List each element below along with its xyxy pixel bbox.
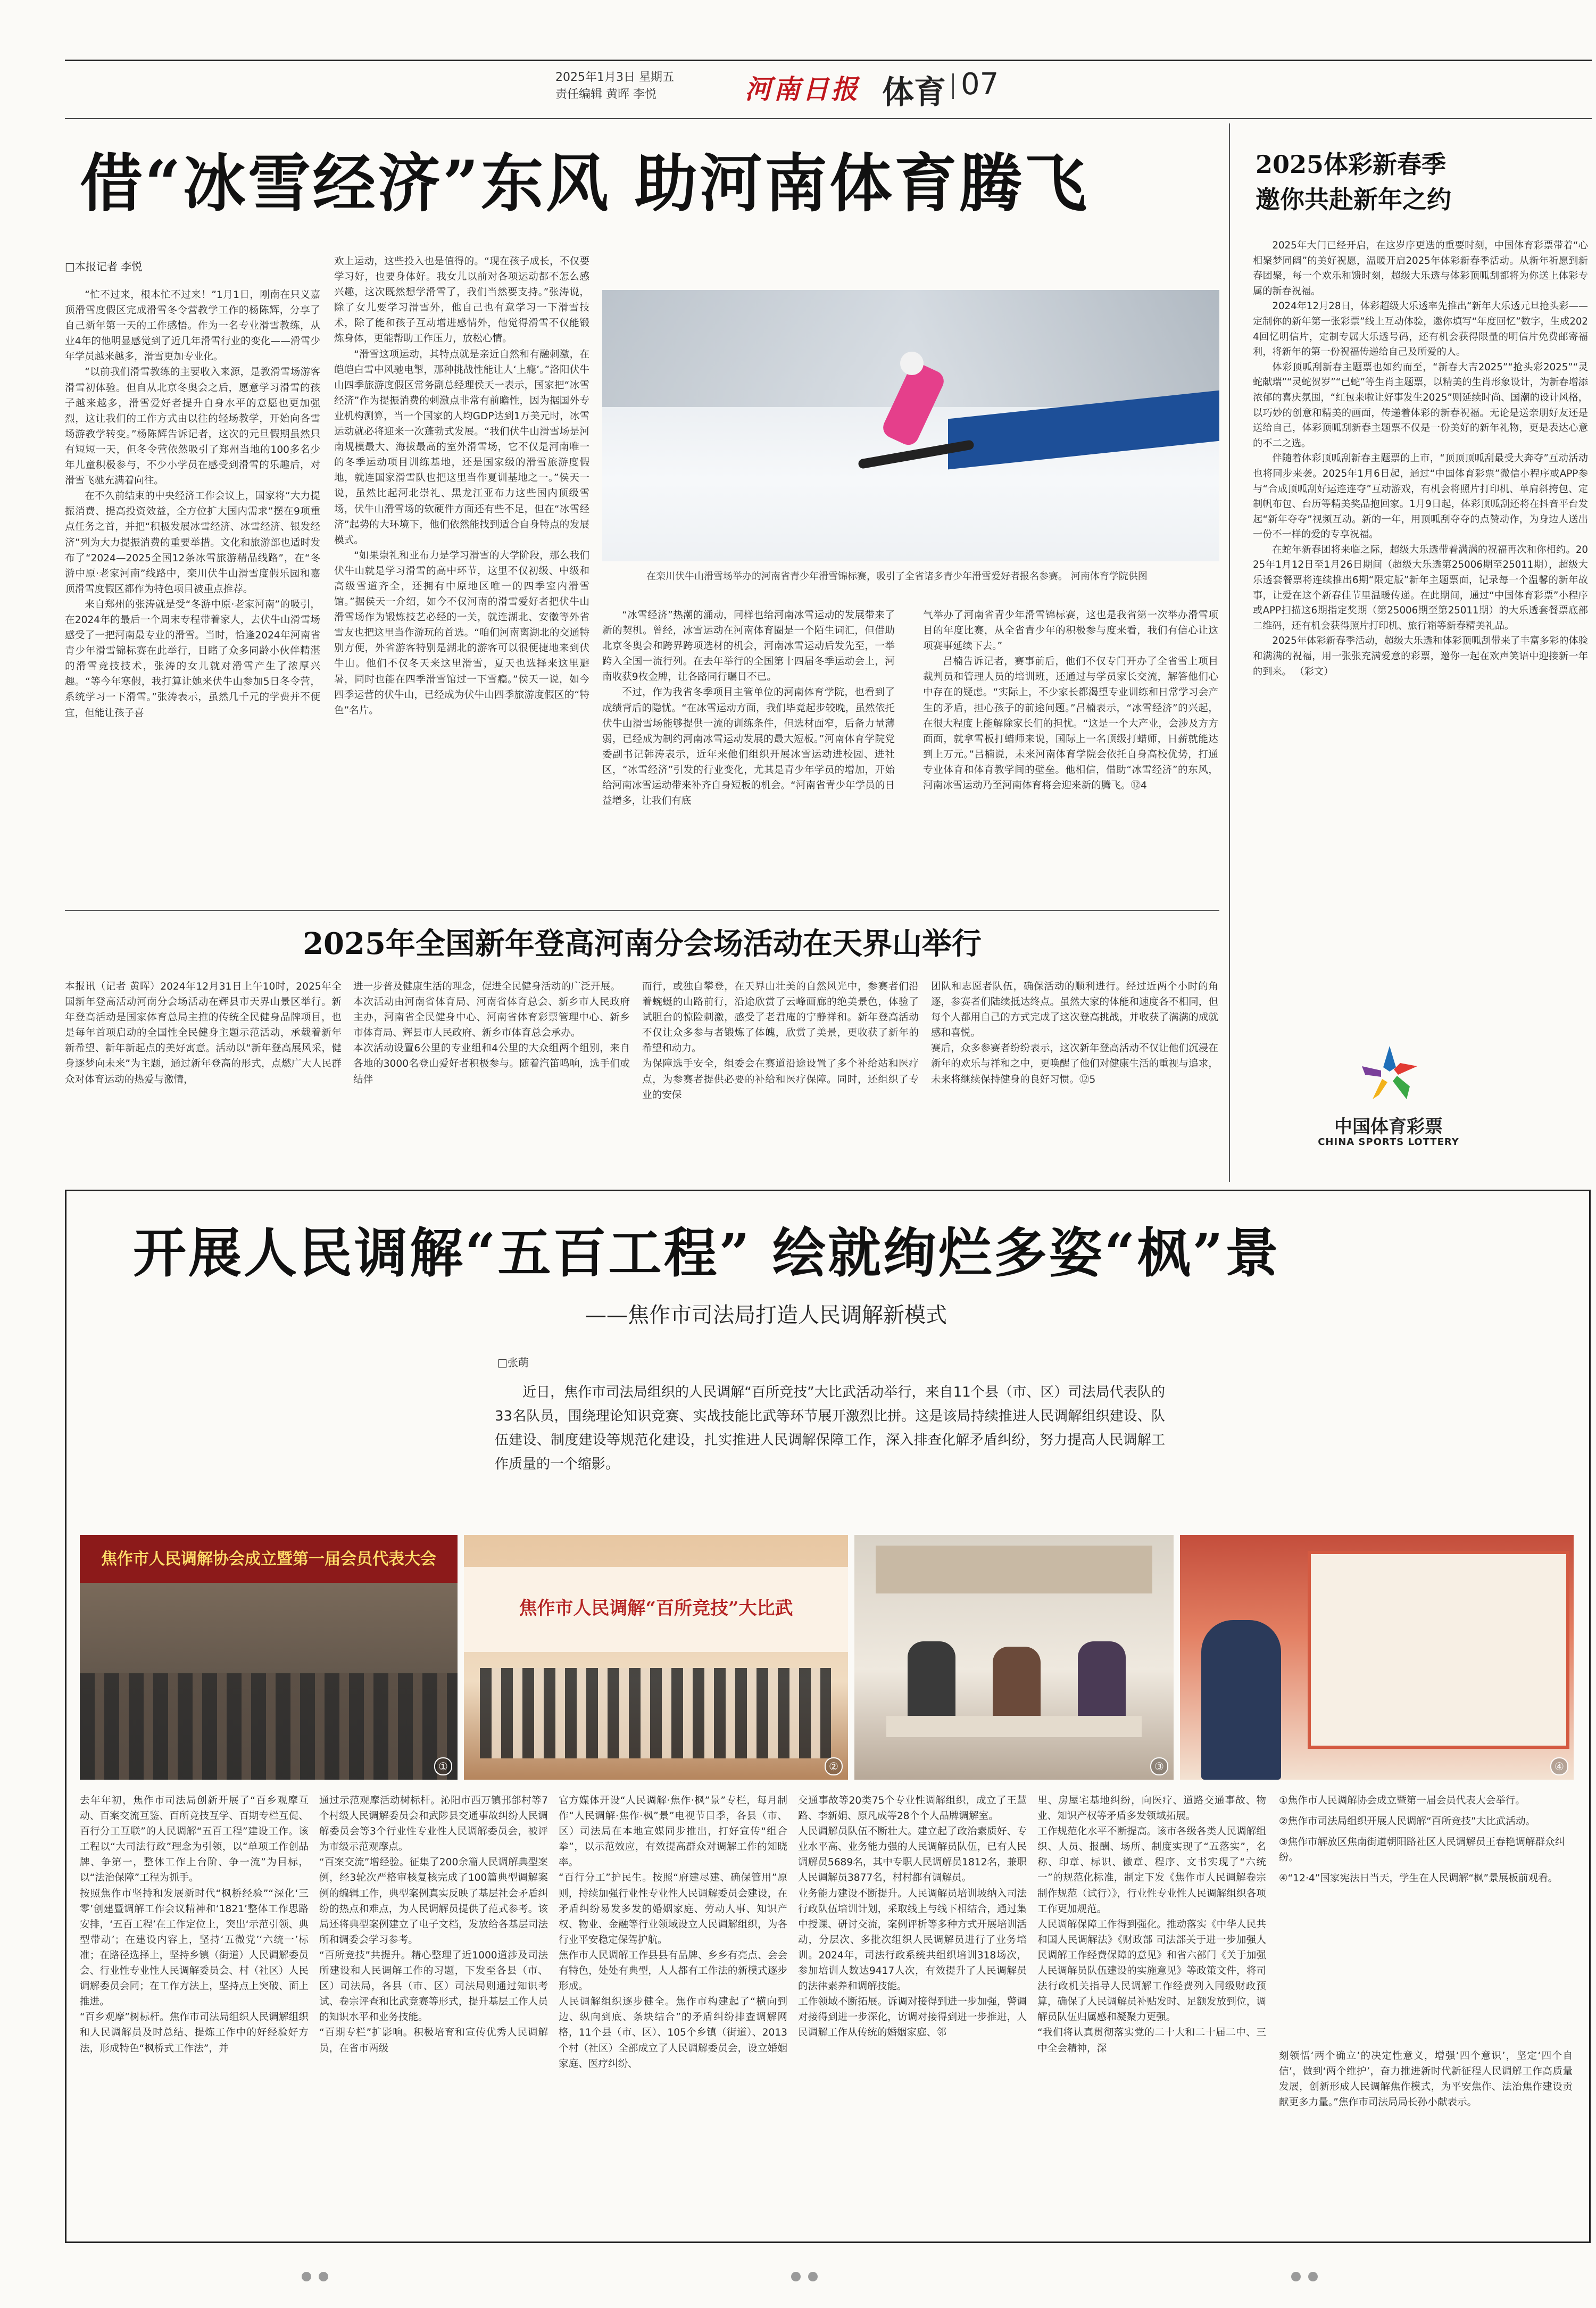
header-divider — [952, 73, 954, 99]
caption-item: ①焦作市人民调解协会成立暨第一届会员代表大会举行。 — [1279, 1795, 1525, 1806]
article3-col4: 交通事故等20类75个专业性调解组织，成立了王慧路、李新娟、原凡成等28个个人品牌调解室。 人民调解员队伍不断壮大。建立起了政治素质好、专业水平高、业务能力强的人民调解员队伍，已有人民调解员5689名，其中专职人民调解员1812名，兼职人民调解员3877名，村村都有调解员。 业务能力建设不断提升。人民调解员培训坡纳入司法行政队伍培训计划，采取线上与线下相结合，通过集中授课、研讨交流，案例评析等多种方式开展培训活动，分层次、多批次组织人民调解员进行了业务培训。2024年，司法行政系统共组织培训318场次，参加培训人数达9417人次，有效提升了人民调解员的法律素养和调解技能。 工作领域不断拓展。诉调对接得到进一步加强，警调对接得到进一步深化，访调对接得到进一步推进，人民调解工作从传统的婚姻家庭、邻 — [798, 1795, 1027, 2039]
sidebar-paragraph: 伴随着体彩顶呱刮新春主题票的上市，“顶顶顶呱刮最受大奔夺”互动活动也将同步来袭。2025年1月6日起，通过“中国体育彩票”微信小程序或APP参与“合成顶呱刮好运连连夺”互动游戏，有机会将照片打印机、单肩斜挎包、定制帆布包、台历等精美奖品抱回家。1月9日起，体彩顶呱刮还将在抖音平台发起“新年夺夺”视频互动。新的一年，用顶呱刮夺夺的点赞动作，为身边人送出一份不一样的爱的专享祝福。 — [1253, 453, 1588, 541]
sidebar-headline-2: 邀你共赴新年之约 — [1256, 185, 1451, 214]
mediation-room-sign — [876, 1546, 1152, 1593]
article2-headline: 2025年全国新年登高河南分会场活动在天界山举行 — [303, 926, 982, 961]
sidebar-paragraph: 2025年大门已经开启，在这岁序更迭的重要时刻，中国体育彩票带着“心相聚梦同阔”的美好祝愿，温暖开启2025年体彩新春季活动。从新年祈愿到新春团聚，每一个欢乐和馈时刻，超级大乐透与体彩顶呱刮都将为你送上体彩专属的新春祝福。 — [1253, 240, 1588, 297]
meeting-banner-text: 焦作市人民调解协会成立暨第一届会员代表大会 — [101, 1550, 436, 1568]
article3-headline: 开展人民调解“五百工程” 绘就绚烂多姿“枫”景 — [133, 1222, 1281, 1284]
skier-helmet — [900, 352, 924, 375]
photo-number-4: ④ — [1550, 1757, 1568, 1775]
group-of-people — [480, 1668, 831, 1758]
article3-col5: 里、房屋宅基地纠纷，向医疗、道路交通事故、物业、知识产权等矛盾多发领域拓展。 工作规范化水平不断提高。该市各级各类人民调解组织、人员、报酬、场所、制度实现了“五落实”，名称、印章、标识、徽章、程序、文书实现了“六统一”的规范化标准，制定下发《焦作市人民调解卷宗制作规范（试行）》，行业性专业性人民调解组织各项工作更加规范。 人民调解保障工作得到强化。推动落实《中华人民共和国人民调解法》《财政部 司法部关于进一步加强人民调解工作经费保障的意见》和省六部门《关于加强人民调解员队伍建设的实施意见》等政策文件，将司法行政机关指导人民调解工作经费列入同级财政预算，确保了人民调解员补贴发时、足额发放到位，调解员队伍归属感和凝聚力更强。 “我们将认真贯彻落实党的二十大和二十届二中、三中全会精神，深 — [1037, 1795, 1266, 2054]
caption-item: ③焦作市解放区焦南街道朝阳路社区人民调解员王春艳调解群众纠纷。 — [1279, 1837, 1565, 1864]
article3-byline: □张萌 — [497, 1356, 529, 1369]
display-board — [1308, 1551, 1569, 1749]
article1-photo-caption: 在栾川伏牛山滑雪场举办的河南省青少年滑雪锦标赛，吸引了全省诸多青少年滑雪爱好者报名参赛。 河南体育学院供图 — [646, 571, 1148, 582]
person-1 — [908, 1641, 955, 1721]
article1-col4 — [923, 608, 1218, 793]
article2-col1: 本报讯（记者 黄晖）2024年12月31日上午10时，2025年全国新年登高活动河南分会场活动在辉县市天界山景区举行。新年登高活动是国家体育总局主推的传统全民健身品牌项目，也是每年首项启动的全国性全民健身主题示范活动，承载着新年新希望、新年新起点的美好寓意。活动以“新年登高展风采，健身逐梦向未来”为主题，通过新年登高的形式，点燃广大人民群众对体育运动的热爱与激情， — [65, 981, 342, 1085]
footer-dots-2 — [787, 2272, 821, 2284]
article1-paragraph: “滑雪这项运动，其特点就是亲近自然和有融刺激，在皑皑白雪中风驰电掣，那种挑战性能让人‘上瘾’。”洛阳伏牛山四季旅游度假区常务副总经理侯天一表示，国家把“冰雪经济”作为提振消费的刺激点非常有前瞻性，因为据国外专业机构测算，当一个国家的人均GDP达到1万美元时，冰雪运动就必将迎来一次蓬勃式发展。“我们伏牛山滑雪场是河南规模最大、海拔最高的室外滑雪场，它不仅是河南唯一的冬季运动项目训练基地，还是国家级的滑雪旅游度假地，就连国家滑雪队也把这里当作夏训基地之一。”侯天一说，虽然比起河北崇礼、黑龙江亚布力这些国内顶级雪场，伏牛山滑雪场的软硬件方面还有些不足，但在“冰雪经济”起势的大环境下，他们依然能找到适合自身特点的发展模式。 — [334, 348, 589, 546]
article1-paragraph: “冰雪经济”热潮的涌动，同样也给河南冰雪运动的发展带来了新的契机。曾经，冰雪运动在河南体育圈是一个陌生词汇，但借助北京冬奥会和跨界跨项选材的机会，河南冰雪运动后发先至，一举跨入全国一流行列。在去年举行的全国第十四届冬季运动会上，河南收获9枚金牌，让各路同行瞩目不已。 — [602, 610, 895, 683]
article1-paragraph: 在不久前结束的中央经济工作会议上，国家将“大力提振消费、提高投资效益，全方位扩大国内需求”摆在9项重点任务之首，并把“积极发展冰雪经济、冰雪经济、银发经济”列为大力提振消费的重要举措。文化和旅游部也适时发布了“2024—2025全国12条冰雪旅游精品线路”，在“冬游中原·老家河南”线路中，栾川伏牛山滑雪度假乐园和嘉顶滑雪度假区都作为特色项目被重点推荐。 — [65, 491, 320, 595]
article1-paragraph: 欢上运动，这些投入也是值得的。“现在孩子成长，不仅要学习好，也要身体好。我女儿以前对各项运动都不怎么感兴趣，这次既然想学滑雪了，我们当然要支持。”张涛说，除了女儿要学习滑雪外，他自己也有意学习一下滑雪技术，除了能和孩子互动增进感情外，他觉得滑雪不仅能锻炼身体，更能帮助工作压力，放松心情。 — [334, 256, 589, 345]
article2-col2: 进一步普及健康生活的理念，促进全民健身活动的广泛开展。 本次活动由河南省体育局、河南省体育总会、新乡市人民政府主办，河南省全民健身中心、河南省体育彩票管理中心、新乡市体育局、辉县市人民政府、新乡市体育总会承办。 本次活动设置6公里的专业组和4公里的大众组两个组别，来自各地的3000名登山爱好者积极参与。随着汽笛鸣响，选手们或结伴 — [353, 981, 630, 1085]
photo-number-3: ③ — [1150, 1757, 1168, 1775]
article1-headline: 借“冰雪经济”东风 助河南体育腾飞 — [80, 146, 1089, 220]
article2-top-rule — [65, 910, 1219, 911]
article1-paragraph: 不过，作为我省冬季项目主管单位的河南体育学院，也看到了成绩背后的隐忧。“在冰雪运动方面，我们毕竟起步较晚，虽然依托伏牛山滑雪场能够提供一流的训练条件，但选材面窄，后备力量薄弱，已经成为制约河南冰雪运动发展的最大短板。”河南体育学院党委副书记韩涛表示，近年来他们组织开展冰雪运动进校园、进社区，“冰雪经济”引发的行业变化，尤其是青少年学员的增加，开始给河南冰雪运动带来补齐自身短板的机会。“河南省青少年学员的日益增多，让我们有底 — [602, 687, 895, 807]
student-figure — [1201, 1620, 1281, 1780]
article3-subheadline: ——焦作市司法局打造人民调解新模式 — [585, 1303, 947, 1327]
lottery-name-cn: 中国体育彩票 — [1334, 1116, 1443, 1138]
article1-paragraph: 来自郑州的张涛就是受“冬游中原·老家河南”的吸引，在2024年的最后一个周末专程带着家人，去伏牛山滑雪场感受了一把河南最专业的滑雪。当时，恰逢2024年河南省青少年滑雪锦标赛在此举行，目睹了众多同龄小伙伴精湛的滑雪竞技技术，张涛的女儿就对滑雪产生了浓厚兴趣。“等今年寒假，我打算让她来伏牛山参加5日冬令营，系统学习一下滑雪。”张涛表示，虽然几千元的学费并不便宜，但能让孩子喜 — [65, 599, 320, 719]
section-name: 体育 — [882, 74, 946, 111]
photo-association-meeting — [80, 1535, 458, 1780]
photo-number-1: ① — [434, 1757, 452, 1775]
table — [886, 1716, 1142, 1737]
photo-students-display-board — [1180, 1535, 1574, 1780]
article1-paragraph: 气举办了河南省青少年滑雪锦标赛，这也是我省第一次举办滑雪项目的年度比赛，从全省青少年的积极参与度来看，我们有信心让这项赛事延续下去。” — [923, 610, 1218, 652]
audience-rows — [80, 1673, 458, 1780]
article3-col3: 官方媒体开设“人民调解·焦作·枫”景”专栏，每月制作“人民调解·焦作·枫”景”电视节目季，各县（市、区）司法局在本地宣媒同步推出，打好宣传“组合拳”，以示范效应，有效提高群众对调解工作的知晓率。 “百行分工”护民生。按照“府建尽建、确保管用”原则，持续加强行业性专业性人民调解委员会建设，在矛盾纠纷易发多发的婚姻家庭、劳动人事、知识产权、物业、金融等行业领域设立人民调解组织，为各行业平安稳定保驾护航。 焦作市人民调解工作县县有品牌、乡乡有亮点、会会有特色，处处有典型，人人都有工作法的新模式逐步形成。 人民调解组织逐步健全。焦作市构建起了“横向到边、纵向到底、条块结合”的矛盾纠纷排查调解网格，11个县（市、区）、105个乡镇（街道）、2013个村（社区）全部成立了人民调解委员会，设立婚姻家庭、医疗纠纷、 — [559, 1795, 787, 2070]
footer-dots-1 — [298, 2272, 332, 2284]
article3-col1: 去年年初，焦作市司法局创新开展了“百乡观摩互动、百案交流互鉴、百所竞技互学、百期专栏互促、百行分工互联”的人民调解“五百工程”建设工作。该工程以“大司法行政”理念为引领，以“单项工作创品牌、争第一，整体工作上台阶、争一流”为目标，以“法治保障”工程为抓手。 按照焦作市坚持和发展新时代“枫桥经验”“深化‘三零’创建暨调解工作会议精神和‘1821’整体工作思路安排，‘五百工程’在工作定位上，突出‘示范引领、典型带动’；在建设内容上，坚持‘五微党’‘六统一’标准；在路径选择上，坚持乡镇（街道）人民调解委员会、行业性专业性人民调解委员会、村（社区）人民调解委员会同；在工作方法上，坚持点上突破、面上推进。 “百乡观摩”树标杆。焦作市司法局组织人民调解组织和人民调解员及时总结、提炼工作中的好经验好方法，形成特色“枫桥式工作法”，并 — [80, 1795, 309, 2054]
footer-dots-3 — [1287, 2272, 1321, 2284]
china-sports-lottery-logo-icon — [1358, 1042, 1422, 1106]
header-date: 2025年1月3日 星期五 — [555, 71, 674, 84]
header-bottom-rule — [65, 118, 1592, 119]
article1-col2 — [334, 254, 589, 718]
article3-col6: 刻领悟‘两个确立’的决定性意义，增强‘四个意识’，坚定‘四个自信’，做到‘两个维护’，奋力推进新时代新征程人民调解工作高质量发展，创新形成人民调解焦作模式，为平安焦作、法治焦作建设贡献更多力量。”焦作市司法局局长孙小献表示。 — [1279, 2050, 1573, 2108]
article3-lead: 近日，焦作市司法局组织的人民调解“百所竞技”大比武活动举行，来自11个县（市、区）司法局代表队的33名队员，围绕理论知识竞赛、实战技能比武等环节展开激烈比拼。这是该局持续推进人民调解组织建设、队伍建设、制度建设等规范化建设，扎实推进人民调解保障工作，深入排查化解矛盾纠纷，努力提高人民调解工作质量的一个缩影。 — [495, 1384, 1165, 1472]
sidebar-body — [1253, 238, 1588, 679]
article1-paragraph: “以前我们滑雪教练的主要收入来源，是教滑雪场游客滑雪初体验。但自从北京冬奥会之后，愿意学习滑雪的孩子越来越多，滑雪爱好者提升自身水平的意愿也更加强烈，这让我们的工作方式由以往的轻场教学，开始向各雪场游教学转变。”杨陈辉告诉记者，这次的元旦假期虽然只有短短一天，但冬令营依然吸引了郑州当地的100多名少年儿童积极参与，不少小学员在感受到滑雪的乐趣后，对滑雪飞驰充满着向往。 — [65, 367, 320, 487]
page-number: 07 — [961, 67, 999, 102]
article2-col4: 团队和志愿者队伍，确保活动的顺利进行。经过近两个小时的角逐，参赛者们陆续抵达终点。虽然大家的体能和速度各不相同，但每个人都用自己的方式完成了这次登高挑战，并收获了满满的成就感和喜悦。 赛后，众多参赛者纷纷表示，这次新年登高活动不仅让他们沉浸在新年的欢乐与祥和之中，更唤醒了他们对健康生活的重视与追求，未来将继续保持健身的良好习惯。⑫5 — [931, 981, 1218, 1085]
sidebar-paragraph: 2025年体彩新春季活动，超级大乐透和体彩顶呱刮带来了丰富多彩的体验和满满的祝福，用一张张充满爱意的彩票，邀你一起在欢声笑语中迎接新一年的到来。 （彩文） — [1253, 635, 1588, 677]
article1-paragraph: 吕楠告诉记者，赛事前后，他们不仅专门开办了全省雪上项目裁判员和管理人员的培训班，还通过与学员家长交流，解答他们心中存在的疑虑。“实际上，不少家长都渴望专业训练和日常学习会产生的矛盾，担心孩子的前途问题。”吕楠表示，“冰雪经济”的兴起，在很大程度上能解除家长们的担忧。“这是一个大产业，会涉及方方面面，就拿雪板打蜡师来说，国际上一名顶级打蜡师，日薪就能达到上万元。”吕楠说，未来河南体育学院会依托自身高校优势，打通专业体育和体育教学间的壁垒。他相信，借助“冰雪经济”的东风，河南冰雪运动乃至河南体育将会迎来新的腾飞。⑫4 — [923, 656, 1218, 792]
caption-item: ④“12·4”国家宪法日当天，学生在人民调解“枫”景展板前观看。 — [1279, 1873, 1558, 1884]
person-2 — [993, 1647, 1041, 1721]
header-top-rule — [65, 60, 1592, 61]
article2-col3: 而行，或独自攀登，在天界山壮美的自然风光中，参赛者们沿着蜿蜒的山路前行，沿途欣赏了云峰画廊的绝美景色，体验了试胆台的惊险刺激，感受了老君庵的宁静祥和。新年登高活动不仅让众多参与者锻炼了体魄，欣赏了美景，更收获了新年的希望和动力。 为保障选手安全，组委会在赛道沿途设置了多个补给站和医疗点，为参赛者提供必要的补给和医疗保障。同时，还组织了专业的安保 — [642, 981, 919, 1101]
article1-byline: □本报记者 李悦 — [65, 260, 143, 273]
photo-competition-group — [464, 1535, 848, 1780]
lottery-name-en: CHINA SPORTS LOTTERY — [1318, 1136, 1459, 1148]
article1-col3 — [602, 608, 895, 809]
header-editors: 责任编辑 黄晖 李悦 — [555, 88, 656, 101]
sidebar-paragraph: 体彩顶呱刮新春主题票也如约而至，“新春大吉2025”“抢头彩2025”“灵蛇献瑞”“灵蛇贺岁”“已蛇”等生肖主题票，以精美的生肖形象设计，为新春增添浓郁的喜庆氛围，“红包来啦让好事发生2025”则延续时尚、国潮的设计风格，以巧妙的创意和精美的画面，传递着体彩的新春祝福。无论是送亲朋好友还是送给自己，体彩顶呱刮新春主题票不仅是一份美好的新年礼物，更是表达心意的不二之选。 — [1253, 361, 1588, 449]
article1-paragraph: “忙不过来，根本忙不过来！”1月1日，刚南在只义嘉顶滑雪度假区完成滑雪冬令营教学工作的杨陈辉，分享了自己新年第一天的工作感悟。作为一名专业滑雪教练，从业4年的他明显感觉到了近几年滑雪行业的变化——滑雪少年学员越来越多，滑雪更加专业化。 — [65, 289, 320, 363]
competition-banner-text: 焦作市人民调解“百所竞技”大比武 — [519, 1598, 793, 1619]
person-3 — [1078, 1641, 1126, 1721]
article1-paragraph: “如果崇礼和亚布力是学习滑雪的大学阶段，那么我们伏牛山就是学习滑雪的高中环节，这里不仅初级、中级和高级雪道齐全，还拥有中原地区唯一的四季室内滑雪馆。”据侯天一介绍，如今不仅河南的滑雪爱好者把伏牛山滑雪场作为锻炼技艺必经的一关，就连湖北、安徽等外省雪友也把这里当作游玩的首选。“咱们河南离湖北的交通特别方便，外省游客特别是湖北的游客可以很便捷地来到伏牛山。他们不仅冬天来这里滑雪，夏天也选择来这里避暑，同时也能在四季滑雪馆过一下雪瘾。”侯天一说，如今四季运营的伏牛山，已经成为伏牛山四季旅游度假区的“特色”名片。 — [334, 550, 589, 716]
photo-number-2: ② — [825, 1757, 843, 1775]
newspaper-logo: 河南日报 — [745, 73, 860, 105]
article3-photo-captions — [1279, 1793, 1573, 1886]
sidebar-paragraph: 2024年12月28日，体彩超级大乐透率先推出“新年大乐透元旦抢头彩——定制你的新年第一张彩票”线上互动体验，邀你填写“年度回忆”数字，生成2024回忆明信片，定制专属大乐透号码，还有机会获得限量的明信片免费邮寄福利，将新年的第一份祝福传递给自己及所爱的人。 — [1253, 301, 1588, 358]
sidebar-divider — [1229, 123, 1230, 1182]
photo-mediation-session — [854, 1535, 1174, 1780]
article1-col1 — [65, 287, 320, 721]
article3-col2: 通过示范观摩活动树标杆。沁阳市西万镇邘郃村等7个村级人民调解委员会和武陟县交通事故纠纷人民调解委员会等3个行业性专业性人民调解委员会，被评为市级示范观摩点。 “百案交流”增经验。征集了200余篇人民调解典型案例，经3轮次严格审核复核完成了100篇典型调解案例的编辑工作，典型案例真实反映了基层社会矛盾纠纷的热点和难点，为人民调解员提供了范式参考。该局还将典型案例建立了电子文档，发放给各基层司法所和调委会学习参考。 “百所竞技”共提升。精心整理了近1000道涉及司法所建设和人民调解工作的习题，下发至各县（市、区）司法局，各县（市、区）司法局则通过知识考试、卷宗评查和比武竞赛等形式，提升基层工作人员的知识水平和业务技能。 “百期专栏”扩影响。积极培育和宣传优秀人民调解员，在省市两级 — [319, 1795, 548, 2054]
snowboarder-photo — [602, 290, 1219, 561]
sidebar-paragraph: 在蛇年新春团将来临之际，超级大乐透带着满满的祝福再次和你相约。2025年1月12日至1月26日期间（超级大乐透第25006期至25011期），超级大乐透套餐票将连续推出6期“限定版”新年主题票面，记录每一个温馨的新年故事，让爱在这个新春佳节里温暖传递。在此期间，通过“中国体育彩票”小程序或APP扫描这6期指定奖期（第25006期至第25011期）的大乐透套餐票底部二维码，还有机会获得照片打印机、旅行箱等新春精美礼品。 — [1253, 544, 1588, 632]
caption-item: ②焦作市司法局组织开展人民调解“百所竞技”大比武活动。 — [1279, 1816, 1536, 1828]
sidebar-headline-1: 2025体彩新春季 — [1256, 150, 1447, 179]
